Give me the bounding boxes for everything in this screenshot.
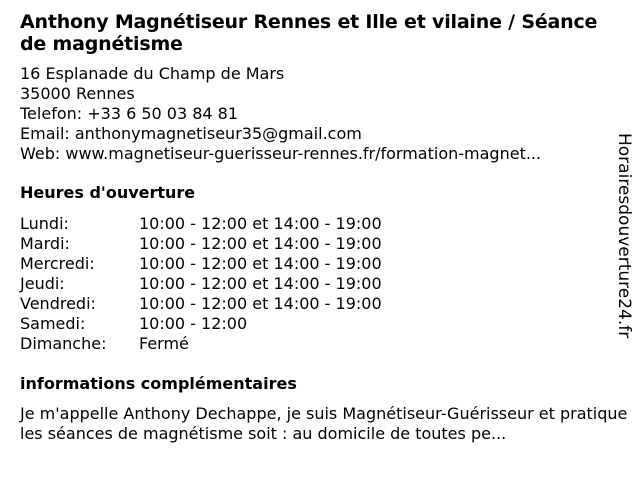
day-hours: Fermé [139, 334, 189, 353]
day-label: Vendredi: [20, 294, 96, 313]
hours-row-saturday [20, 314, 382, 334]
email-address: Email: anthonymagnetiseur35@gmail.com [20, 124, 362, 143]
day-hours: 10:00 - 12:00 et 14:00 - 19:00 [139, 234, 382, 253]
day-hours: 10:00 - 12:00 et 14:00 - 19:00 [139, 274, 382, 293]
address-city: 35000 Rennes [20, 84, 135, 103]
day-label: Samedi: [20, 314, 86, 333]
info-heading: informations complémentaires [20, 374, 297, 393]
day-label: Dimanche: [20, 334, 107, 353]
hours-row-thursday [20, 274, 382, 294]
hours-row-sunday [20, 334, 382, 354]
opening-hours-heading: Heures d'ouverture [20, 183, 196, 202]
day-label: Jeudi: [20, 274, 65, 293]
hours-row-wednesday [20, 254, 382, 274]
hours-row-tuesday [20, 234, 382, 254]
day-hours: 10:00 - 12:00 et 14:00 - 19:00 [139, 214, 382, 233]
day-label: Mercredi: [20, 254, 95, 273]
day-label: Mardi: [20, 234, 70, 253]
website-url: Web: www.magnetiseur-guerisseur-rennes.fr/formation-magnet... [20, 144, 542, 163]
day-hours: 10:00 - 12:00 et 14:00 - 19:00 [139, 294, 382, 313]
opening-hours-table [20, 214, 382, 354]
day-hours: 10:00 - 12:00 et 14:00 - 19:00 [139, 254, 382, 273]
phone-number: Telefon: +33 6 50 03 84 81 [20, 104, 239, 123]
address-street: 16 Esplanade du Champ de Mars [20, 64, 285, 83]
info-description: Je m'appelle Anthony Dechappe, je suis Magnétiseur-Guérisseur et pratique les séances de magnétisme soit : au domicile de toutes pe... [20, 404, 628, 443]
business-title: Anthony Magnétiseur Rennes et Ille et vilaine / Séance de magnétisme [20, 11, 598, 55]
day-hours: 10:00 - 12:00 [139, 314, 248, 333]
hours-row-monday [20, 214, 382, 234]
contact-block [20, 64, 610, 164]
day-label: Lundi: [20, 214, 69, 233]
side-brand-watermark: Horairesdouverture24.fr [614, 133, 634, 339]
hours-row-friday [20, 294, 382, 314]
